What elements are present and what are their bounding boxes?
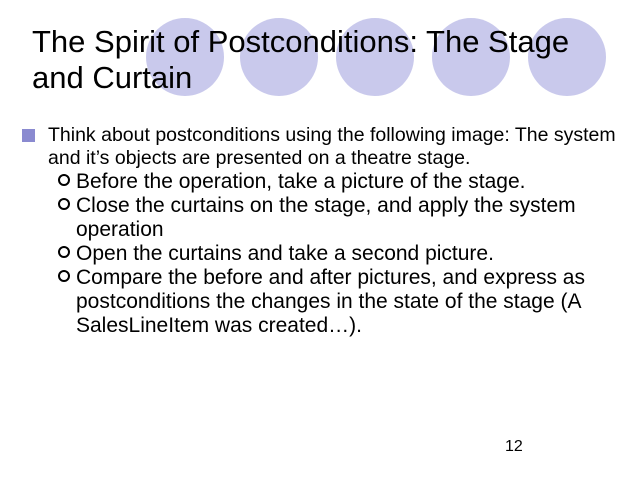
bullet-text: Think about postconditions using the following image: The system and it’s objects are presented on a theatre stage. [48,124,616,169]
sub-bullet-item [22,242,622,266]
bullet-text: Before the operation, take a picture of the stage. [76,170,526,193]
ring-bullet-icon [58,246,70,258]
bullet-text: Compare the before and after pictures, and express as postconditions the changes in the state of the stage (A SalesLineItem was created…). [76,266,585,337]
ring-bullet-icon [58,270,70,282]
ring-bullet-icon [58,174,70,186]
ring-bullet-icon [58,198,70,210]
bullet-item [22,124,622,170]
page-number: 12 [505,438,523,455]
sub-bullet-item [22,170,622,194]
square-bullet-icon [22,129,35,142]
bullet-text: Open the curtains and take a second picture. [76,242,494,265]
sub-bullet-item [22,266,622,338]
sub-bullet-item [22,194,622,242]
bullet-text: Close the curtains on the stage, and apply the system operation [76,194,576,241]
slide-title: The Spirit of Postconditions: The Stage and Curtain [32,24,570,95]
slide-body [22,124,622,338]
